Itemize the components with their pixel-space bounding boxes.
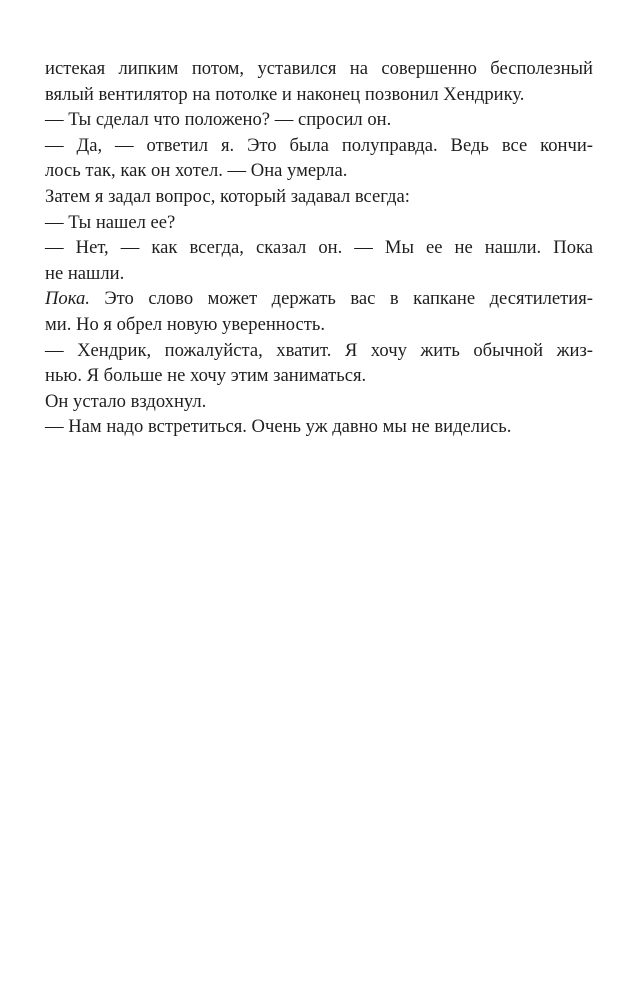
page-text <box>45 56 593 440</box>
text-line: Он устало вздохнул. <box>45 390 207 412</box>
text-line: — Да, — ответил я. Это была полуправда. Ведь все кончи- <box>45 134 593 156</box>
italic-word: Пока. <box>45 288 90 310</box>
text-line: — Ты сделал что положено? — спросил он. <box>45 109 392 131</box>
text-line-rest: Это слово может держать вас в капкане десятилетия- <box>104 288 594 310</box>
text-line: — Нам надо встретиться. Очень уж давно мы не виделись. <box>45 416 512 438</box>
text-line: ми. Но я обрел новую уверенность. <box>45 313 325 335</box>
text-line: не нашли. <box>45 262 125 284</box>
text-line: нью. Я больше не хочу этим заниматься. <box>45 365 367 387</box>
text-line: — Нет, — как всегда, сказал он. — Мы ее не нашли. Пока <box>45 237 593 259</box>
text-line: вялый вентилятор на потолке и наконец позвонил Хендрику. <box>45 83 525 105</box>
text-line: Затем я задал вопрос, который задавал всегда: <box>45 185 410 207</box>
text-line: лось так, как он хотел. — Она умерла. <box>45 160 348 182</box>
text-line: истекая липким потом, уставился на совершенно бесполезный <box>45 58 593 79</box>
text-line-with-italic <box>45 286 593 312</box>
text-line: — Ты нашел ее? <box>45 211 176 233</box>
text-line: — Хендрик, пожалуйста, хватит. Я хочу жить обычной жиз- <box>45 339 593 361</box>
